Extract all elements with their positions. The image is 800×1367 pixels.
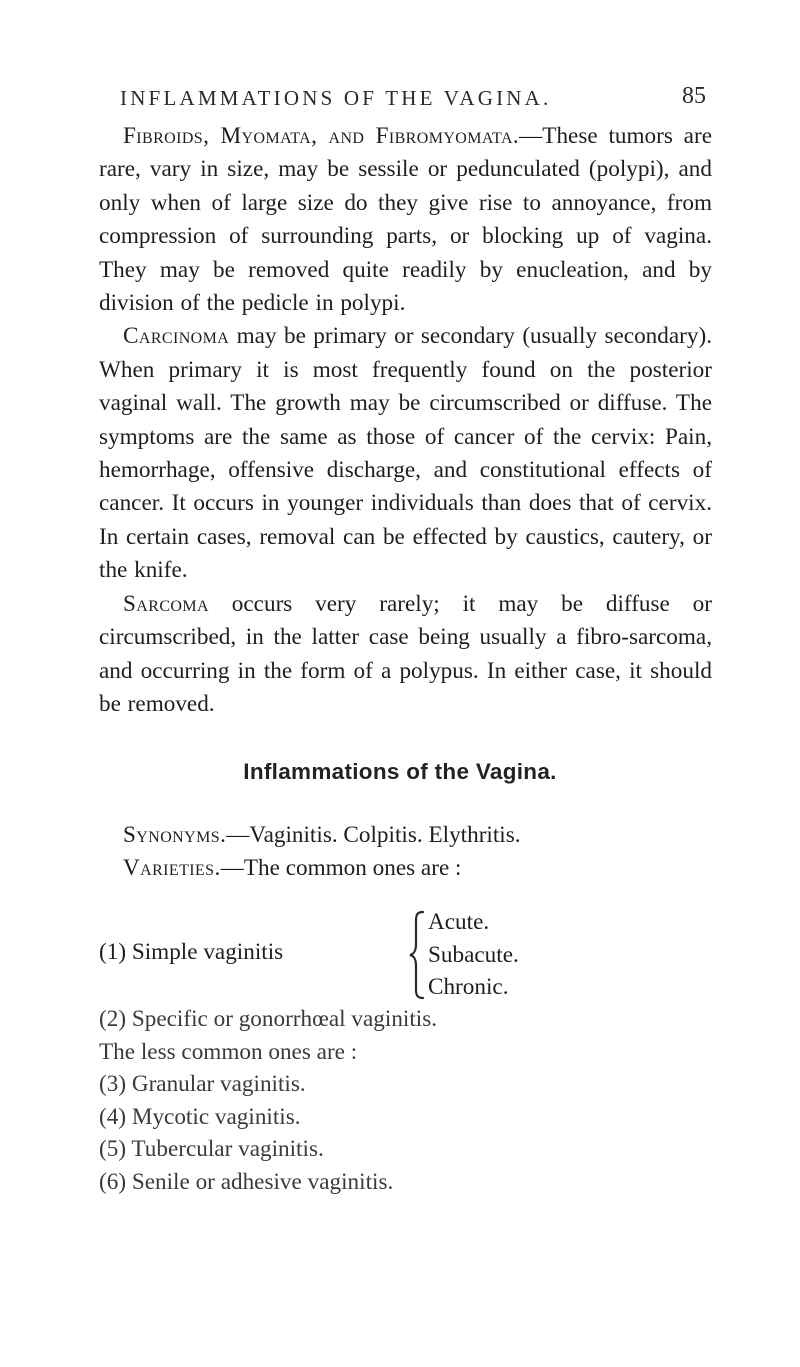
- paragraph-carcinoma: [99, 320, 712, 587]
- mycotic-vaginitis: (4) Mycotic vaginitis.: [99, 1103, 301, 1130]
- paragraph-sarcoma: [99, 588, 712, 722]
- simple-vaginitis-label: (1) Simple vaginitis: [99, 939, 284, 965]
- curly-brace-icon: [408, 906, 428, 1003]
- varieties-line: [123, 852, 723, 885]
- subtype-subacute: Subacute.: [428, 941, 519, 968]
- specific-vaginitis: (2) Specific or gonorrhœal vaginitis.: [99, 1006, 438, 1032]
- simple-vaginitis-group: [99, 906, 699, 1003]
- running-title: INFLAMMATIONS OF THE VAGINA.: [120, 86, 552, 110]
- synonyms-line: [123, 819, 723, 852]
- subtype-acute: Acute.: [428, 909, 490, 935]
- page-number: 85: [682, 83, 706, 109]
- fibroids-lead: Fibroids, Myomata, and Fibromyomata.: [123, 123, 520, 149]
- varieties-text: —The common ones are :: [220, 854, 462, 881]
- sarcoma-lead: Sarcoma: [123, 590, 209, 617]
- running-head: [120, 83, 706, 116]
- body-text: [99, 120, 712, 721]
- senile-vaginitis: (6) Senile or adhesive vaginitis.: [99, 1168, 394, 1195]
- tubercular-vaginitis: (5) Tubercular vaginitis.: [99, 1136, 324, 1162]
- simple-vaginitis-subtypes: [428, 906, 519, 1004]
- granular-vaginitis: (3) Granular vaginitis.: [99, 1071, 306, 1097]
- carcinoma-lead: Carcinoma: [123, 323, 230, 350]
- synonyms-lead: Synonyms.: [123, 822, 227, 848]
- sarcoma-text: occurs very rarely; it may be diffuse or circumscribed, in the latter case being usually a fibro-sarcoma, and occurring in the form of a polypus. In either case, it should be removed.: [99, 590, 712, 717]
- carcinoma-text: may be primary or secondary (usually secondary). When primary it is most frequently found on the posterior vaginal wall. The growth may be circumscribed or diffuse. The symptoms are the same as those of cancer of the cervix: Pain, hemorrhage, offensive discharge, and constitutional effects of cancer. It occurs in younger individuals than does that of cervix. In certain cases, removal can be effected by caustics, cautery, or the knife.: [99, 323, 712, 584]
- varieties-lead: Varieties.: [123, 854, 221, 881]
- less-common-intro: The less common ones are :: [99, 1038, 358, 1065]
- synonyms-text: —Vaginitis. Colpitis. Elythritis.: [226, 822, 521, 848]
- paragraph-fibroids: [99, 120, 712, 320]
- synonyms-varieties: [123, 819, 723, 884]
- section-heading: Inflammations of the Vagina.: [243, 759, 557, 784]
- fibroids-text: —These tumors are rare, vary in size, may be sessile or pedunculated (polypi), and only when of large size do they give rise to annoyance, from compression of surrounding parts, or blocking up of vagina. They may be removed quite readily by enucleation, and by division of the pedicle in polypi.: [99, 123, 712, 317]
- subtype-chronic: Chronic.: [428, 974, 509, 1000]
- varieties-list: [99, 906, 699, 1198]
